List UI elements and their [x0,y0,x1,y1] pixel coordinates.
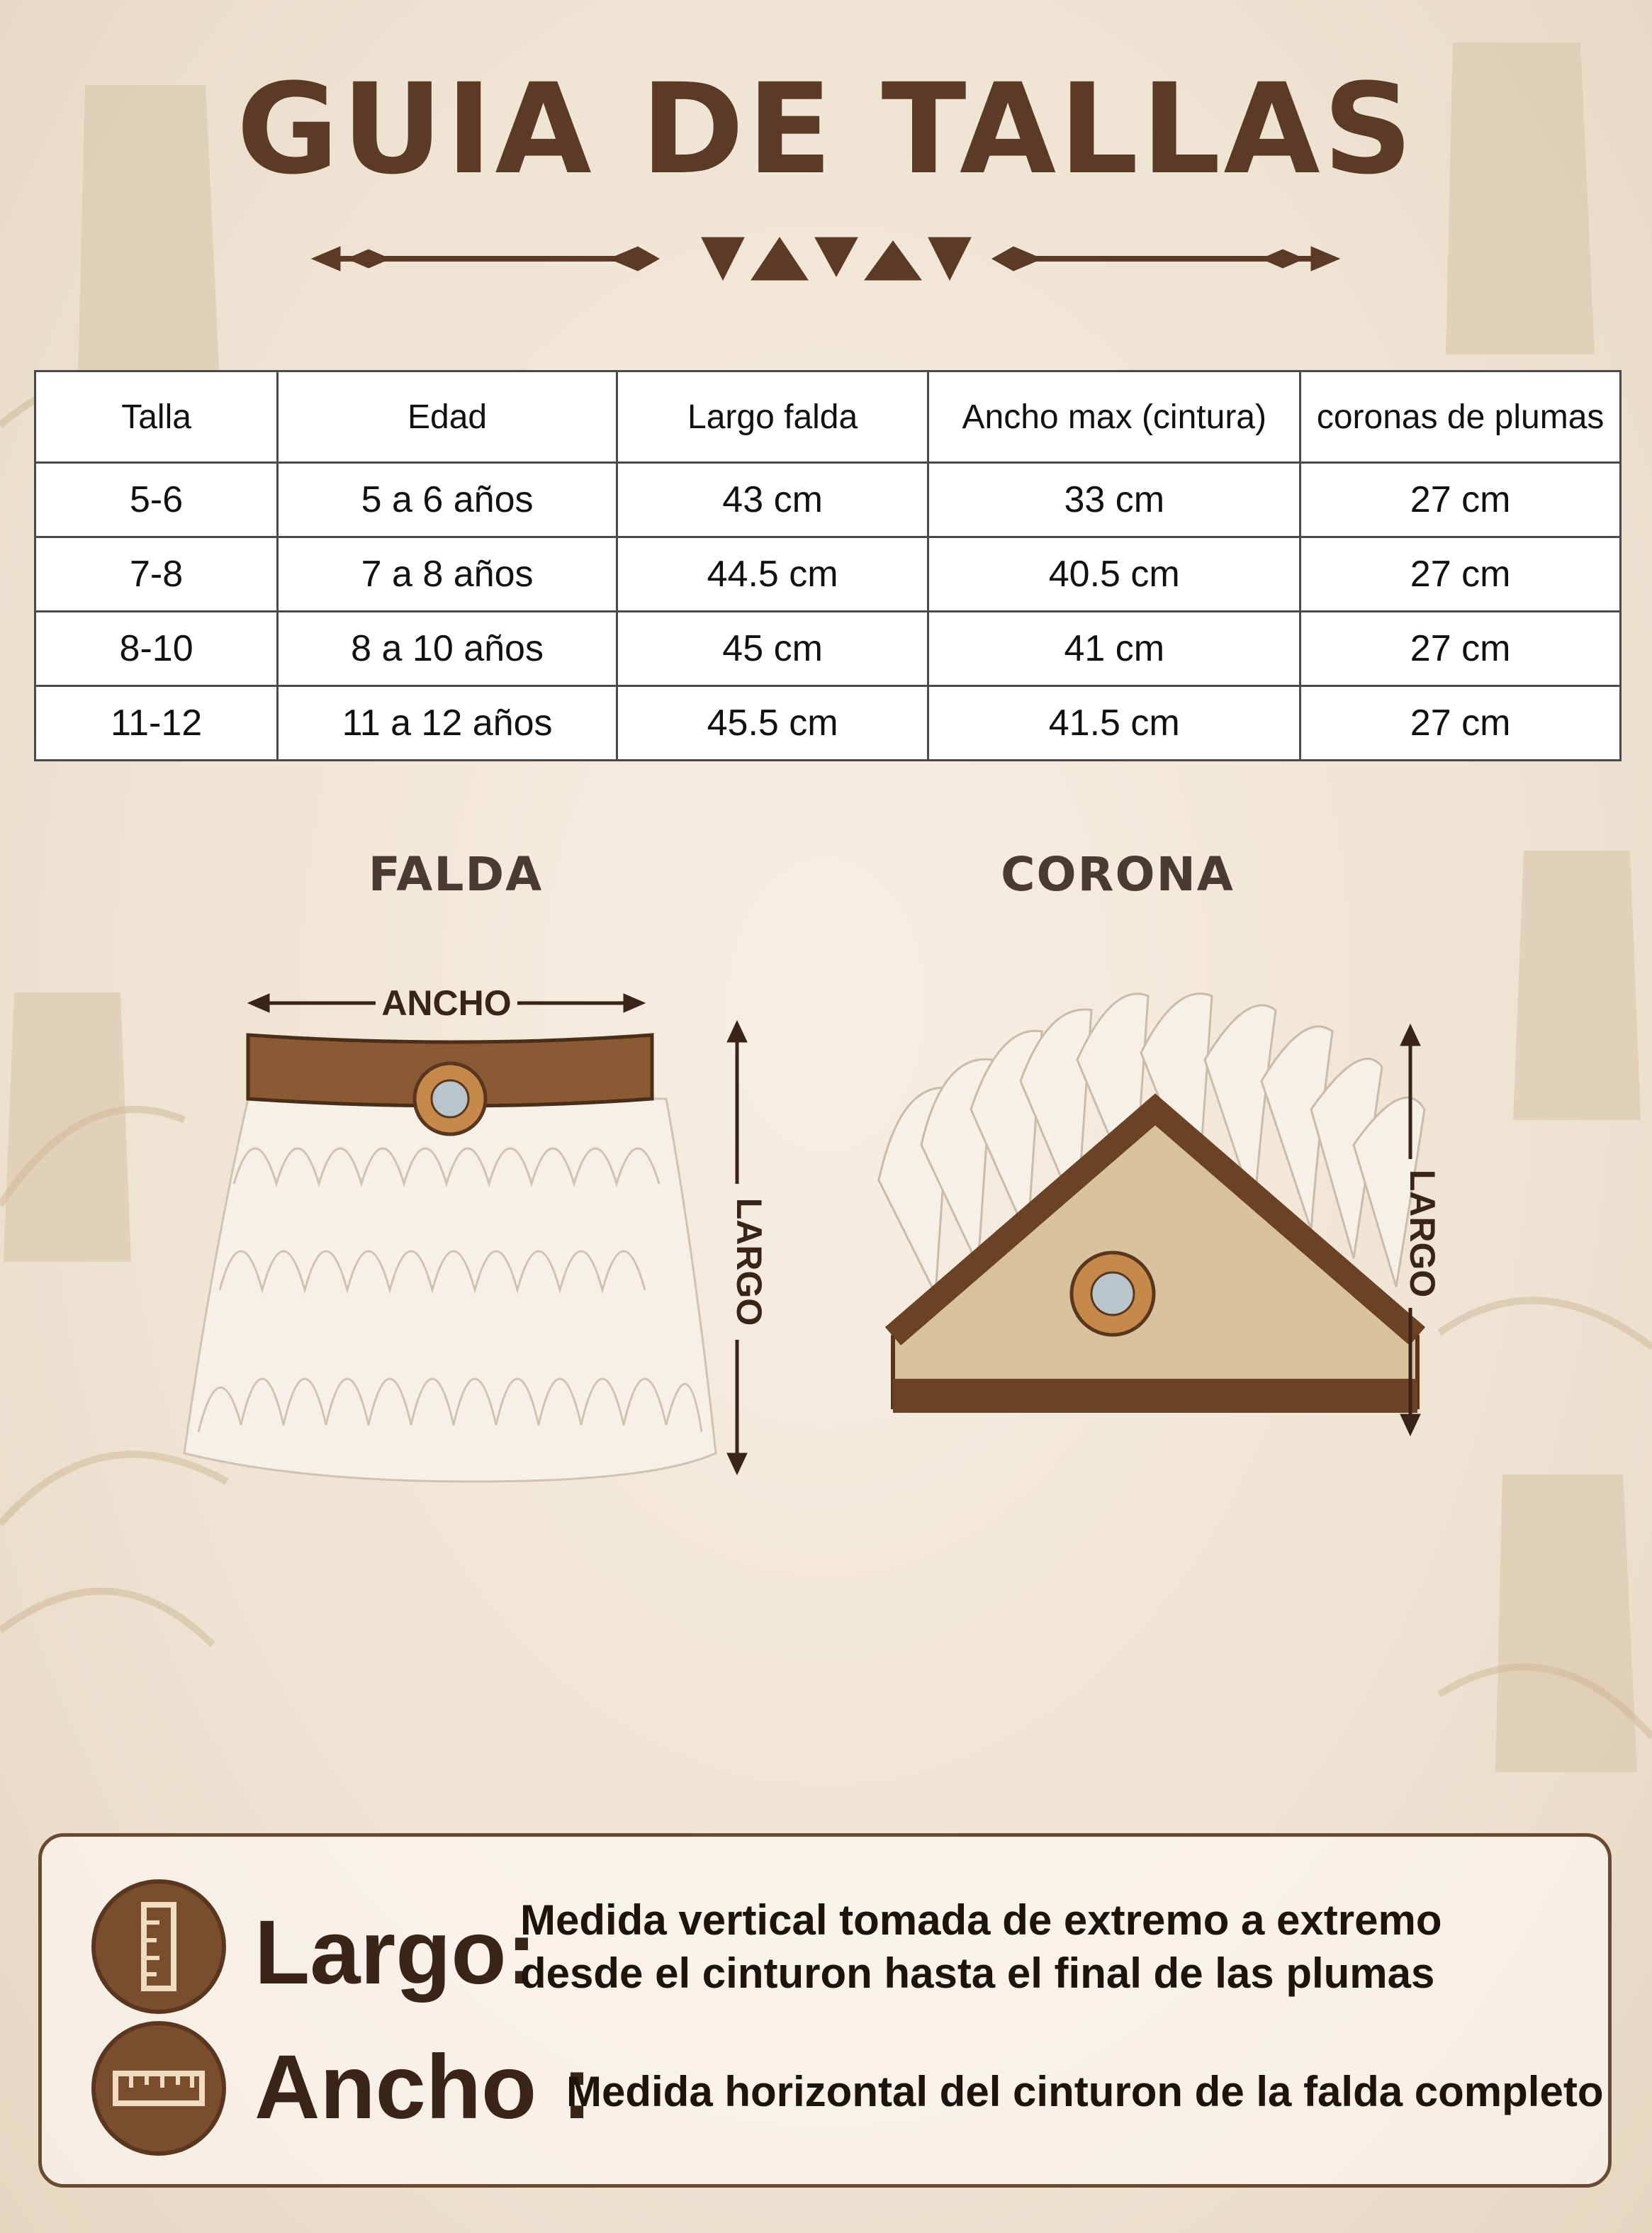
largo-description-line1: Medida vertical tomada de extremo a extremo [520,1896,1442,1944]
cell-ancho: 33 cm [928,463,1300,537]
cell-edad: 7 a 8 años [278,537,617,612]
table-row [35,463,1621,537]
table-header-row [35,371,1621,463]
cell-largo: 45.5 cm [617,686,928,761]
corona-illustration [858,982,1510,1457]
cell-ancho: 40.5 cm [928,537,1300,612]
table-row [35,537,1621,612]
cell-largo: 45 cm [617,612,928,686]
cell-ancho: 41 cm [928,612,1300,686]
ancho-term: Ancho : [254,2037,592,2138]
ruler-horizontal-icon [91,2021,226,2156]
page-title: GUIA DE TALLAS [236,57,1416,202]
table-row [35,686,1621,761]
cell-talla: 8-10 [35,612,278,686]
cell-talla: 5-6 [35,463,278,537]
cell-largo: 43 cm [617,463,928,537]
ancho-label: ANCHO [381,983,512,1023]
header-talla: Talla [35,371,278,463]
cell-largo: 44.5 cm [617,537,928,612]
cell-edad: 5 a 6 años [278,463,617,537]
cell-corona: 27 cm [1300,686,1621,761]
largo-label-falda: LARGO [729,1197,769,1326]
cell-corona: 27 cm [1300,463,1621,537]
header-edad: Edad [278,371,617,463]
header-coronas: coronas de plumas [1300,371,1621,463]
measurement-legend [38,1833,1612,2188]
falda-illustration [156,971,794,1538]
ruler-vertical-icon [91,1879,226,2014]
table-row [35,612,1621,686]
largo-description-line2: desde el cinturon hasta el final de las plumas [520,1949,1435,1997]
feather-skirt-icon [184,1099,716,1482]
size-table [34,370,1622,761]
cell-edad: 8 a 10 años [278,612,617,686]
largo-term: Largo: [254,1902,537,2003]
tribal-divider-icon [305,227,1347,291]
cell-corona: 27 cm [1300,612,1621,686]
cell-talla: 11-12 [35,686,278,761]
cell-talla: 7-8 [35,537,278,612]
largo-label-corona: LARGO [1403,1169,1442,1298]
cell-corona: 27 cm [1300,537,1621,612]
falda-heading: FALDA [368,847,544,902]
cell-edad: 11 a 12 años [278,686,617,761]
cell-ancho: 41.5 cm [928,686,1300,761]
ancho-description: Medida horizontal del cinturon de la falda completo [566,2068,1604,2115]
header-largo-falda: Largo falda [617,371,928,463]
corona-heading: CORONA [1001,847,1235,902]
header-ancho-max: Ancho max (cintura) [928,371,1300,463]
